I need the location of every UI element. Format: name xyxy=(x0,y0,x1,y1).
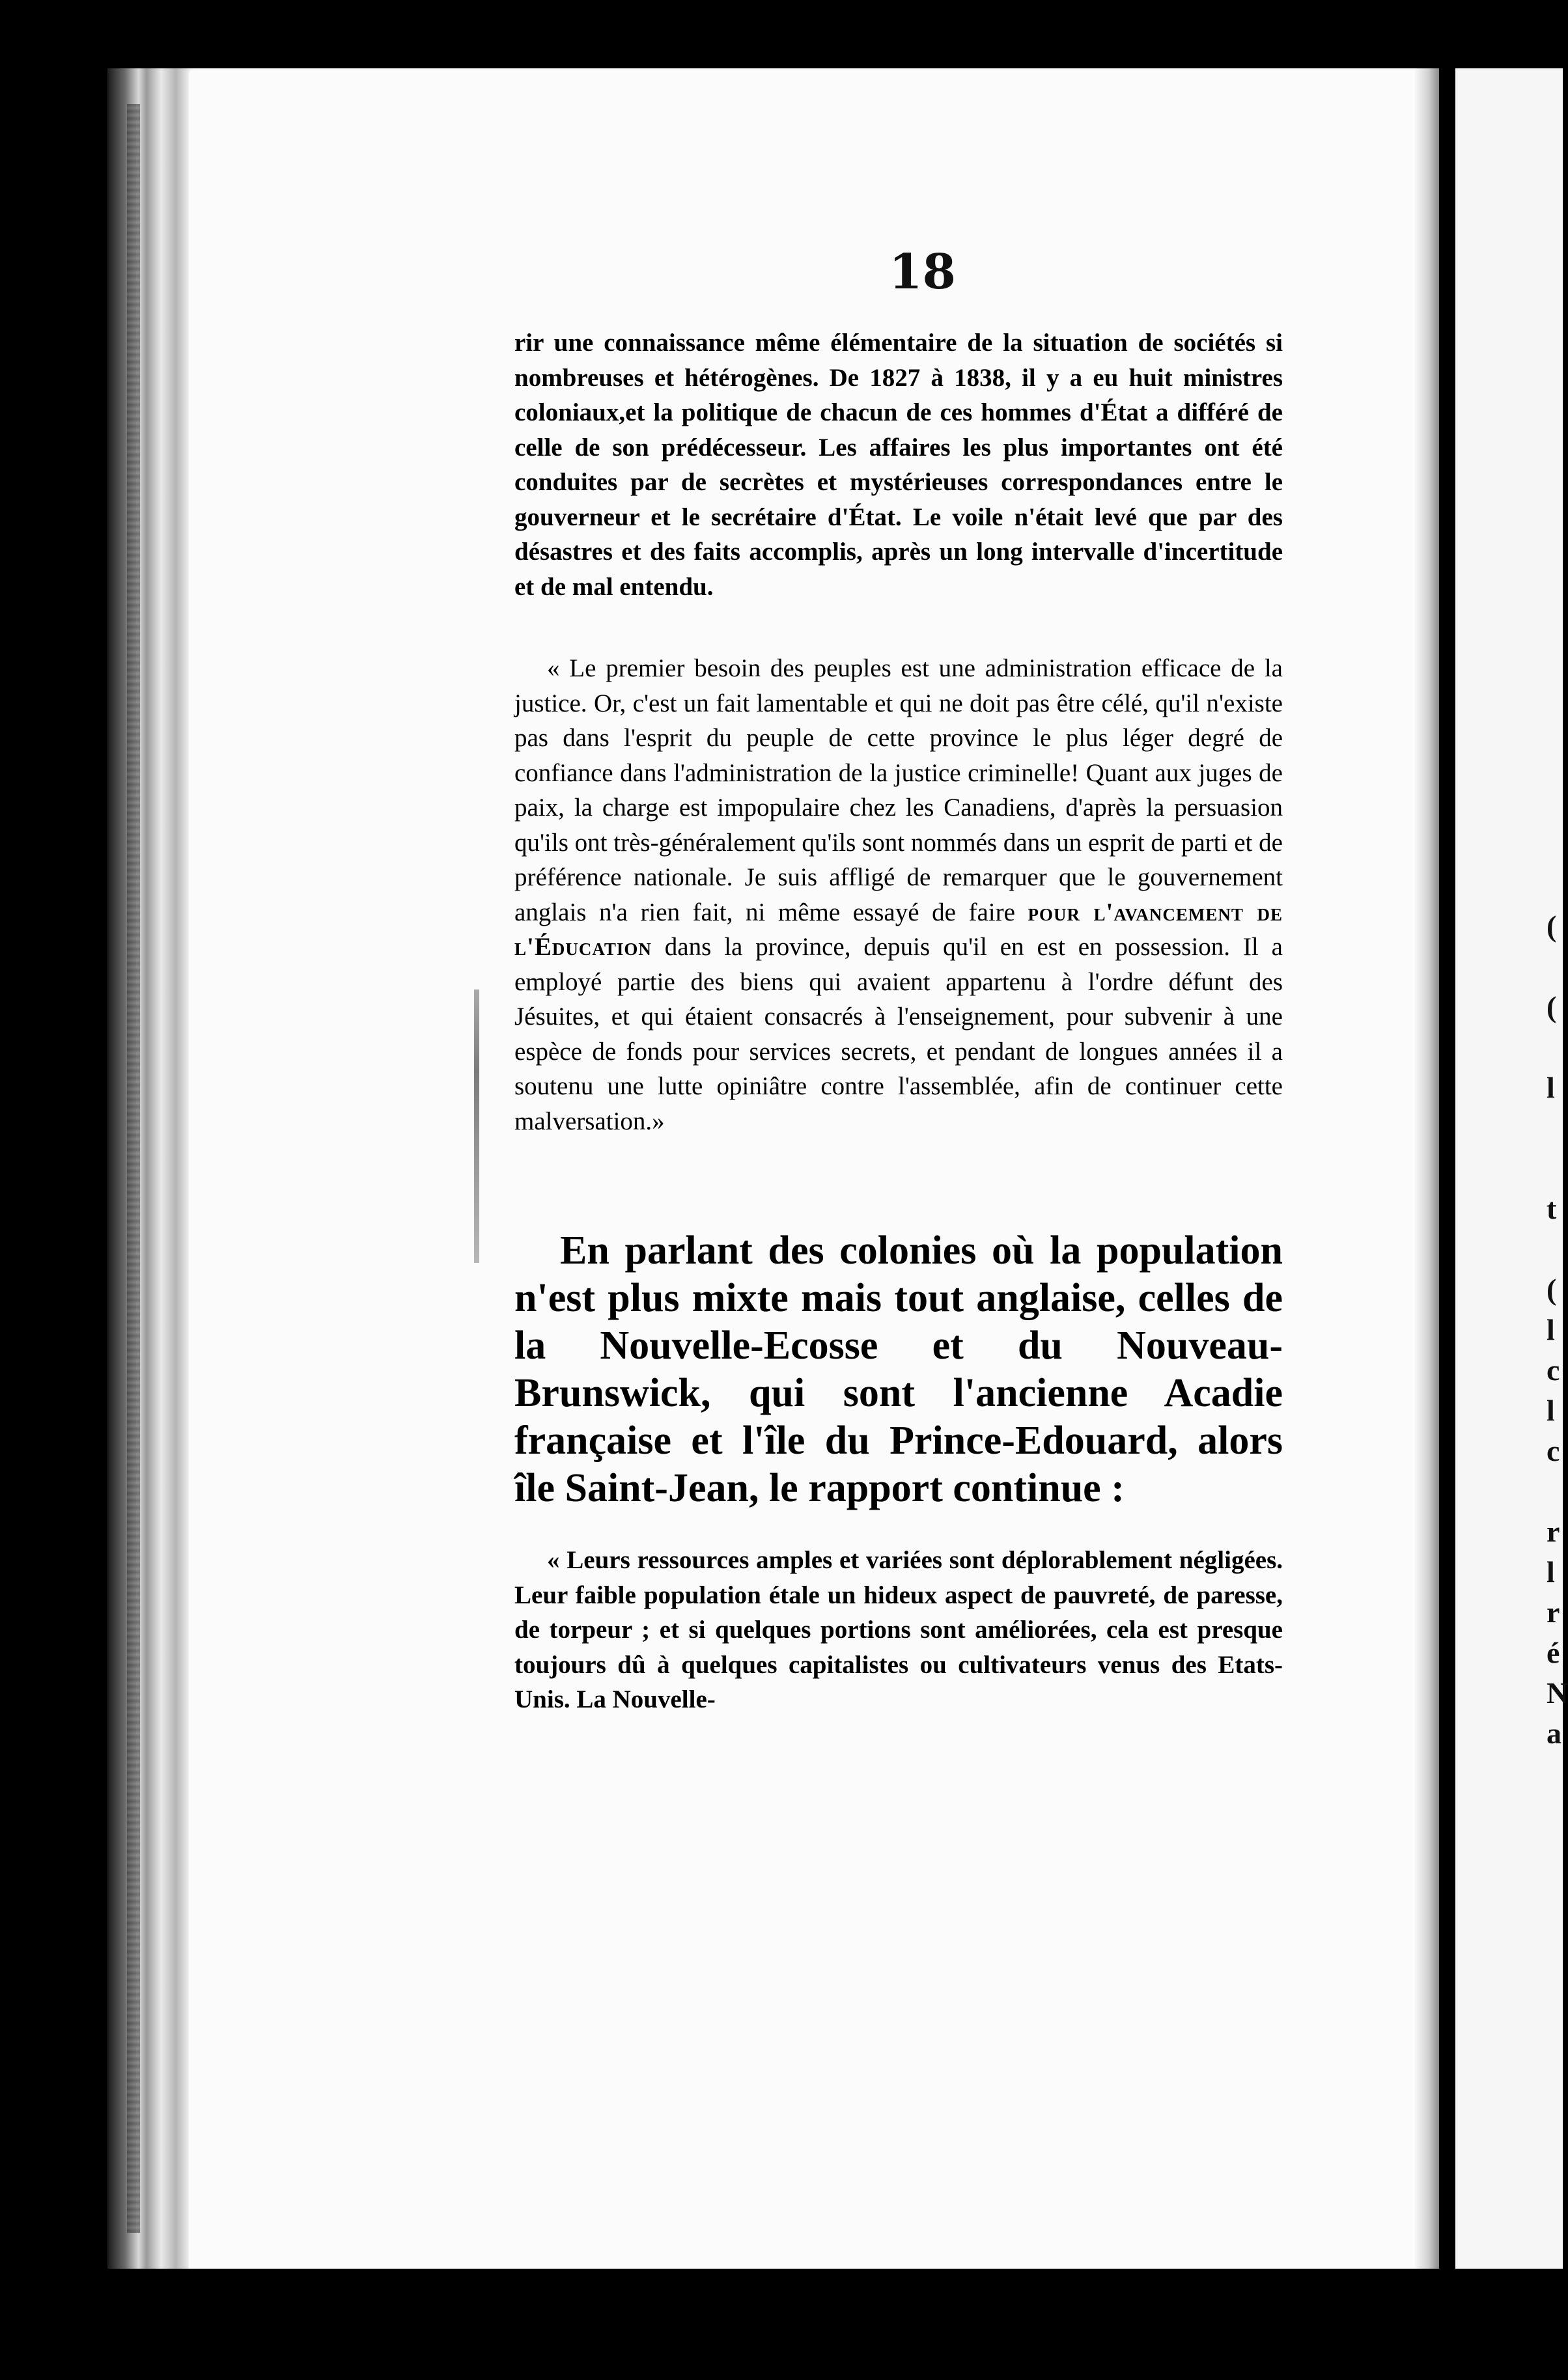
facing-page-letter xyxy=(1547,1108,1563,1148)
margin-pencil-mark xyxy=(474,989,479,1263)
page-stack-edge xyxy=(127,104,140,2233)
facing-page-letter: r xyxy=(1547,1596,1560,1629)
paragraph-2-part-a: « Le premier besoin des peuples est une administration efficace de la justice. Or, c'est un fait lamentable et qui ne doit pas être célé, qu'il n'existe pas dans l'esprit du peuple de cette province le plus léger degré de confiance dans l'administration de la justice criminelle! Quant aux juges de paix, la charge est impopulaire chez les Canadiens, d'après la persuasion qu'ils ont très-généralement qu'ils sont nommés dans un esprit de parti et de préférence nationale. Je suis affligé de remarquer que le gouvernement anglais n'a rien fait, ni même essayé de faire xyxy=(514,654,1283,926)
facing-page-letters xyxy=(1547,866,1568,1754)
paragraph-2-smallcaps: pour l'avancement de l'Éducation xyxy=(514,898,1283,961)
facing-page-letter: c xyxy=(1547,1434,1560,1467)
facing-page-letter: t xyxy=(1547,1192,1557,1225)
facing-page-letter: l xyxy=(1547,1394,1555,1427)
page-number: 18 xyxy=(889,244,956,300)
paragraph-1: rir une connaissance même élémentaire de la situation de sociétés si nombreuses et hétérogènes. De 1827 à 1838, il y a eu huit ministres coloniaux,et la politique de chacun de ces hommes d'État a différé de celle de son prédécesseur. Les affaires les plus importantes ont été conduites par de secrètes et mystérieuses correspondances entre le gouverneur et le secrétaire d'État. Le voile n'était levé que par des désastres et des faits accomplis, après un long intervalle d'incertitude et de mal entendu. xyxy=(514,329,1283,601)
facing-page-letter: é xyxy=(1547,1636,1560,1669)
facing-page-letter xyxy=(1547,866,1563,906)
facing-page-letter xyxy=(1547,1148,1563,1189)
facing-page-letter: ( xyxy=(1547,990,1557,1023)
facing-page-letter: ( xyxy=(1547,909,1557,943)
facing-page-letter: N xyxy=(1547,1676,1568,1709)
facing-page-letter: l xyxy=(1547,1313,1555,1346)
facing-page-letter xyxy=(1547,1229,1563,1269)
facing-page-letter: l xyxy=(1547,1555,1555,1588)
paragraph-3-large: En parlant des colonies où la population n'est plus mixte mais tout anglaise, celles de la Nouvelle-Ecosse et du Nouveau-Brunswick, qui sont l'ancienne Acadie française et l'île du Prince-Edouard, alors île Saint-Jean, le rapport continue : xyxy=(514,1228,1283,1510)
facing-page-letter: c xyxy=(1547,1353,1560,1387)
page-gutter xyxy=(1413,68,1439,2269)
paragraph-2-quote xyxy=(514,651,1283,1139)
facing-page-letter: a xyxy=(1547,1717,1561,1750)
facing-page-letter: ( xyxy=(1547,1273,1557,1306)
facing-page-letter xyxy=(1547,947,1563,987)
facing-page-letter xyxy=(1547,1471,1563,1512)
paragraph-4-quote: « Leurs ressources amples et variées sont déplorablement négligées. Leur faible population étale un hideux aspect de pauvreté, de paresse, de torpeur ; et si quelques portions sont améliorées, cela est presque toujours dû à quelques capitalistes ou cultivateurs venus des Etats-Unis. La Nouvelle- xyxy=(514,1546,1283,1713)
facing-page-letter: l xyxy=(1547,1071,1555,1104)
facing-page-letter xyxy=(1547,1027,1563,1068)
facing-page-letter: r xyxy=(1547,1515,1560,1548)
paragraph-2-part-b: dans la province, depuis qu'il en est en possession. Il a employé partie des biens qui avaient appartenu à l'ordre défunt des Jésuites, et qui étaient consacrés à l'enseignement, pour subvenir à une espèce de fonds pour services secrets, et pendant de longues années il a soutenu une lutte opiniâtre contre l'assemblée, afin de continuer cette malversation.» xyxy=(514,933,1283,1135)
